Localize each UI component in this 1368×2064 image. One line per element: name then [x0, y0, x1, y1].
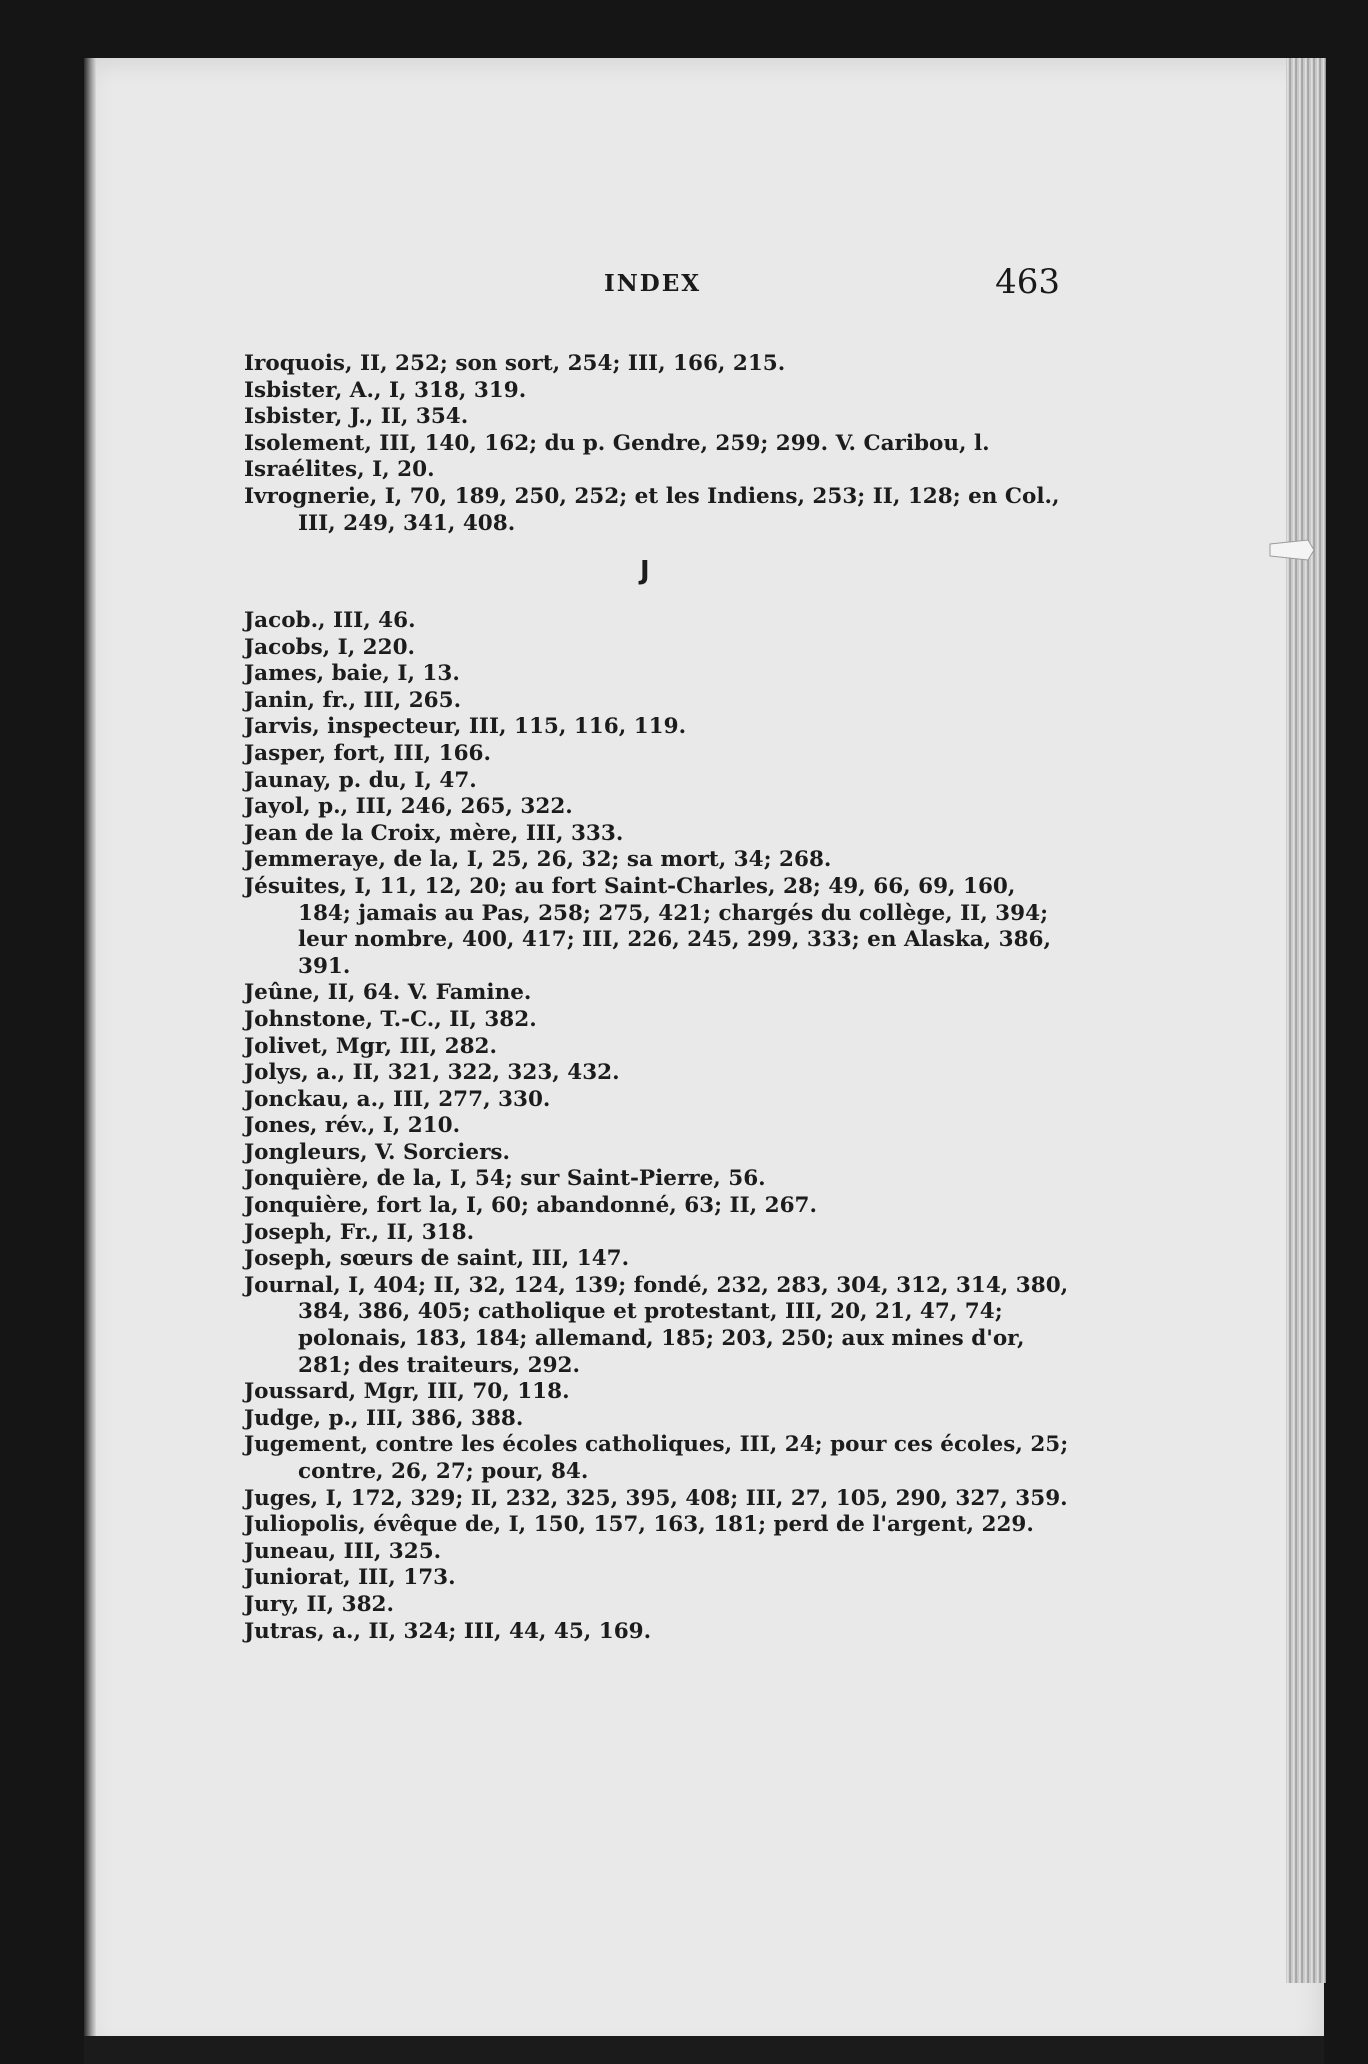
index-entry: Isolement, III, 140, 162; du p. Gendre, 259; 299. V. Caribou, l.	[244, 430, 990, 456]
index-entry: Jarvis, inspecteur, III, 115, 116, 119.	[244, 714, 687, 740]
running-head: INDEX	[604, 270, 702, 297]
index-entry: Jean de la Croix, mère, III, 333.	[244, 820, 624, 846]
index-entry: Jacob., III, 46.	[244, 608, 416, 633]
index-entry: Jonquière, fort la, I, 60; abandonné, 63; II, 267.	[244, 1193, 818, 1219]
index-entry: Joseph, sœurs de saint, III, 147.	[244, 1246, 630, 1272]
index-entry: Judge, p., III, 386, 388.	[244, 1405, 524, 1431]
index-entry: Jonquière, de la, I, 54; sur Saint-Pierre, 56.	[244, 1166, 766, 1192]
page-fore-edge	[1286, 58, 1326, 1983]
index-entry: Isbister, J., II, 354.	[244, 404, 469, 430]
index-entry: Jones, rév., I, 210.	[244, 1113, 461, 1139]
page-header	[240, 262, 1060, 312]
page-number: 463	[995, 262, 1060, 302]
index-entry: Jonckau, a., III, 277, 330.	[244, 1086, 551, 1112]
index-entry: Jacobs, I, 220.	[244, 634, 416, 660]
index-entry: Jasper, fort, III, 166.	[244, 740, 491, 766]
index-entry: Jeûne, II, 64. V. Famine.	[244, 980, 532, 1006]
index-entry: Jemmeraye, de la, I, 25, 26, 32; sa mort, 34; 268.	[244, 847, 832, 873]
page-tab-mark	[1268, 534, 1316, 564]
index-section-j	[244, 608, 1074, 1645]
index-entry: James, baie, I, 13.	[244, 661, 460, 687]
index-entry: Iroquois, II, 252; son sort, 254; III, 166, 215.	[244, 351, 786, 376]
index-entry: Jésuites, I, 11, 12, 20; au fort Saint-Charles, 28; 49, 66, 69, 160, 184; jamais au Pas, 258; 275, 421; chargés du collège, II, 394; leur nombre, 400, 417; III, 226, 245, 299, 333; en Alaska, 386, 391.	[244, 873, 1052, 979]
section-letter: J	[640, 556, 650, 586]
index-entry: Joussard, Mgr, III, 70, 118.	[244, 1379, 570, 1405]
index-section-i	[244, 351, 1074, 537]
index-entry: Israélites, I, 20.	[244, 457, 435, 483]
index-entry: Journal, I, 404; II, 32, 124, 139; fondé, 232, 283, 304, 312, 314, 380, 384, 386, 405; catholique et protestant, III, 20, 21, 47, 74; polonais, 183, 184; allemand, 185; 203, 250; aux mines d'or, 281; des traiteurs, 292.	[244, 1272, 1069, 1378]
index-entry: Juges, I, 172, 329; II, 232, 325, 395, 408; III, 27, 105, 290, 327, 359.	[244, 1485, 1068, 1511]
index-entry: Juneau, III, 325.	[244, 1538, 442, 1564]
index-entry: Jutras, a., II, 324; III, 44, 45, 169.	[244, 1618, 652, 1644]
index-entry: Isbister, A., I, 318, 319.	[244, 377, 527, 403]
index-entry: Jaunay, p. du, I, 47.	[244, 767, 477, 793]
index-entry: Jury, II, 382.	[244, 1591, 394, 1617]
scan-border	[84, 2036, 1324, 2064]
index-entry: Jugement, contre les écoles catholiques, III, 24; pour ces écoles, 25; contre, 26, 27; pour, 84.	[244, 1432, 1069, 1484]
index-entry: Jolys, a., II, 321, 322, 323, 432.	[244, 1060, 620, 1086]
index-entry: Juniorat, III, 173.	[244, 1565, 456, 1591]
index-entry: Jongleurs, V. Sorciers.	[244, 1139, 510, 1165]
index-entry: Jayol, p., III, 246, 265, 322.	[244, 794, 573, 820]
index-entry: Jolivet, Mgr, III, 282.	[244, 1033, 497, 1059]
index-entry: Ivrognerie, I, 70, 189, 250, 252; et les Indiens, 253; II, 128; en Col., III, 249, 341, 408.	[244, 483, 1060, 536]
index-entry: Janin, fr., III, 265.	[244, 687, 462, 713]
index-entry: Johnstone, T.-C., II, 382.	[244, 1006, 537, 1032]
index-entry: Joseph, Fr., II, 318.	[244, 1219, 475, 1245]
binding-gutter	[84, 58, 96, 2054]
index-entry: Juliopolis, évêque de, I, 150, 157, 163, 181; perd de l'argent, 229.	[244, 1512, 1034, 1538]
